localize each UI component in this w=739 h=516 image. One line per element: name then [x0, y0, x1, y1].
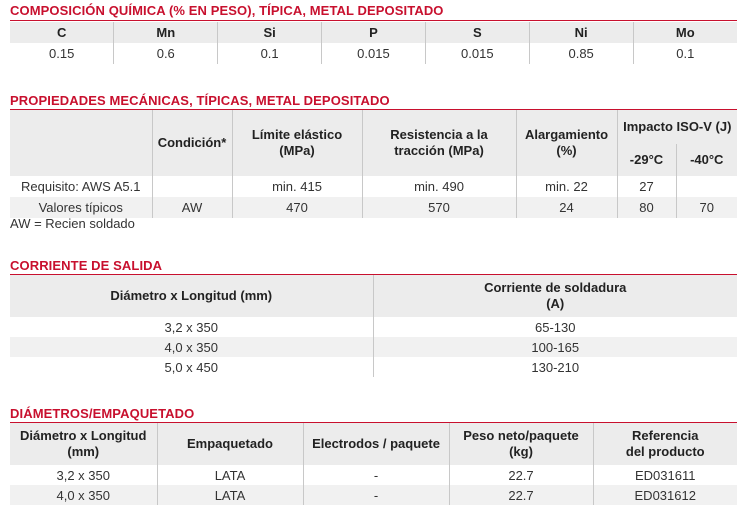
header-impact-40: -40°C [676, 144, 737, 176]
mechanical-table [10, 110, 737, 218]
row-tensile: min. 490 [362, 176, 516, 197]
row-tensile: 570 [362, 197, 516, 218]
composition-table [10, 22, 737, 64]
row-reference: ED031612 [593, 485, 737, 505]
row-elongation: min. 22 [516, 176, 617, 197]
row-label: Requisito: AWS A5.1 [10, 176, 152, 197]
row-impact-29: 27 [617, 176, 676, 197]
row-diameter: 5,0 x 450 [10, 357, 373, 377]
row-impact-29: 80 [617, 197, 676, 218]
row-yield: min. 415 [232, 176, 362, 197]
header-mn: Mn [114, 22, 218, 43]
header-blank [10, 110, 152, 176]
row-condition: AW [152, 197, 232, 218]
row-weight: 22.7 [449, 485, 593, 505]
packaging-row-1 [10, 465, 737, 485]
row-diameter: 3,2 x 350 [10, 465, 157, 485]
current-row-3 [10, 357, 737, 377]
row-condition [152, 176, 232, 197]
packaging-title: DIÁMETROS/EMPAQUETADO [10, 406, 195, 421]
header-elongation: Alargamiento (%) [516, 110, 617, 176]
header-ni: Ni [529, 22, 633, 43]
header-diameter: Diámetro x Longitud (mm) [10, 423, 157, 465]
mechanical-row-typical [10, 197, 737, 218]
row-weight: 22.7 [449, 465, 593, 485]
header-s: S [425, 22, 529, 43]
row-reference: ED031611 [635, 467, 696, 483]
value-s: 0.015 [425, 43, 529, 64]
row-impact-40 [676, 176, 737, 197]
mechanical-header-row-1 [10, 110, 737, 144]
composition-header-row [10, 22, 737, 43]
header-p: P [322, 22, 426, 43]
header-mo: Mo [633, 22, 737, 43]
packaging-header-row [10, 423, 737, 465]
value-si: 0.1 [218, 43, 322, 64]
header-impact: Impacto ISO-V (J) [617, 110, 737, 144]
row-packaging: LATA [157, 465, 303, 485]
header-weight: Peso neto/paquete (kg) [449, 423, 593, 465]
value-p: 0.015 [322, 43, 426, 64]
header-packaging: Empaquetado [157, 423, 303, 465]
composition-rule [10, 20, 737, 21]
row-current: 130-210 [531, 359, 580, 375]
composition-values-row [10, 43, 737, 64]
header-yield: Límite elástico (MPa) [232, 110, 362, 176]
mechanical-row-requirement [10, 176, 737, 197]
header-electrodes: Electrodos / paquete [303, 423, 449, 465]
header-tensile: Resistencia a la tracción (MPa) [362, 110, 516, 176]
row-yield: 470 [232, 197, 362, 218]
header-impact-29: -29°C [617, 144, 676, 176]
current-title: CORRIENTE DE SALIDA [10, 258, 163, 273]
header-current: Corriente de soldadura (A) [373, 275, 737, 317]
row-diameter: 4,0 x 350 [10, 485, 157, 505]
row-elongation: 24 [516, 197, 617, 218]
current-row-2 [10, 337, 737, 357]
composition-title: COMPOSICIÓN QUÍMICA (% EN PESO), TÍPICA, METAL DEPOSITADO [10, 3, 444, 18]
row-electrodes: - [303, 485, 449, 505]
header-condition: Condición* [152, 110, 232, 176]
packaging-row-2 [10, 485, 737, 505]
row-label: Valores típicos [10, 197, 152, 218]
packaging-table [10, 423, 737, 505]
header-diameter: Diámetro x Longitud (mm) [10, 275, 373, 317]
current-header-row [10, 275, 737, 317]
mechanical-footnote: AW = Recien soldado [10, 216, 135, 231]
current-table [10, 275, 737, 377]
value-ni: 0.85 [529, 43, 633, 64]
header-reference: Referencia del producto [593, 423, 737, 465]
row-packaging: LATA [157, 485, 303, 505]
row-diameter: 3,2 x 350 [10, 317, 373, 337]
row-impact-40: 70 [676, 197, 737, 218]
current-row-1 [10, 317, 737, 337]
row-electrodes: - [303, 465, 449, 485]
header-c: C [10, 22, 114, 43]
value-mn: 0.6 [114, 43, 218, 64]
row-current: 100-165 [373, 337, 737, 357]
header-si: Si [218, 22, 322, 43]
row-diameter: 4,0 x 350 [10, 337, 373, 357]
value-mo: 0.1 [676, 46, 695, 61]
mechanical-title: PROPIEDADES MECÁNICAS, TÍPICAS, METAL DEPOSITADO [10, 93, 390, 108]
value-c: 0.15 [10, 43, 114, 64]
row-current: 65-130 [535, 319, 576, 335]
